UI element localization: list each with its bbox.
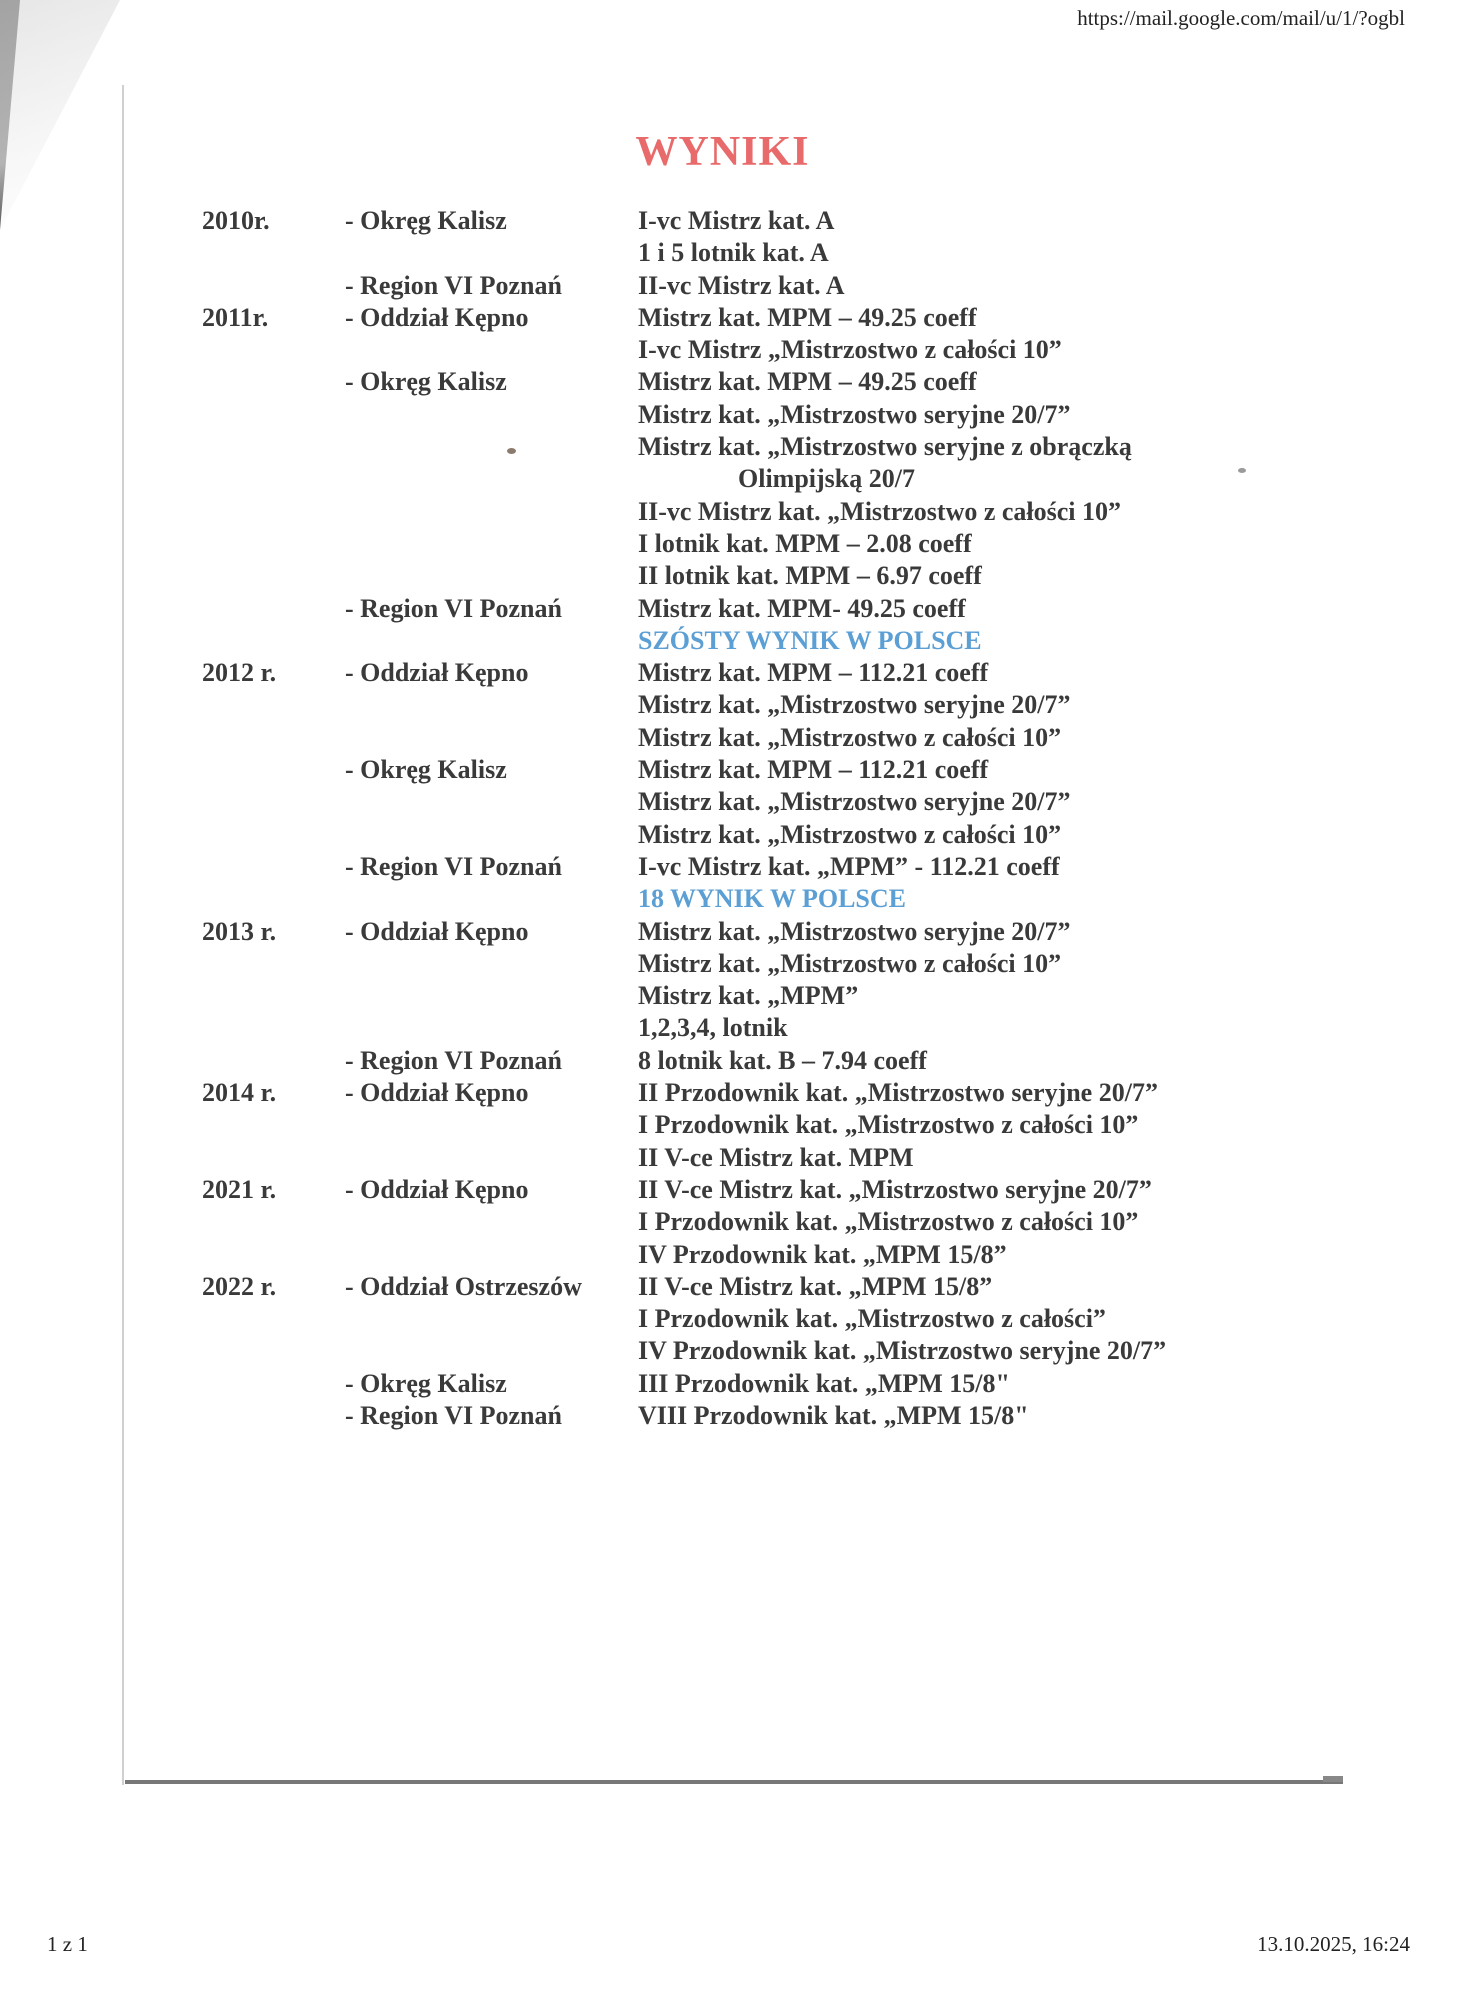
result-text: I-vc Mistrz „Mistrzostwo z całości 10”: [638, 335, 1062, 365]
result-unit: - Region VI Poznań: [345, 270, 562, 300]
result-text: I Przodownik kat. „Mistrzostwo z całości”: [638, 1304, 1106, 1334]
result-text: VIII Przodownik kat. „MPM 15/8": [638, 1400, 1029, 1430]
result-text: II lotnik kat. MPM – 6.97 coeff: [638, 561, 982, 591]
result-row: [0, 205, 1475, 237]
result-row: [0, 1045, 1475, 1077]
result-row: [0, 1368, 1475, 1400]
result-year: 2013 r.: [202, 916, 277, 946]
result-row: [0, 1239, 1475, 1271]
result-row: [0, 657, 1475, 689]
result-text: Olimpijską 20/7: [738, 464, 915, 494]
result-row: [0, 722, 1475, 754]
result-unit: - Region VI Poznań: [345, 1400, 562, 1430]
result-unit: - Oddział Ostrzeszów: [345, 1271, 582, 1301]
result-text: Mistrz kat. „Mistrzostwo seryjne 20/7”: [638, 916, 1071, 946]
result-text: IV Przodownik kat. „MPM 15/8”: [638, 1239, 1007, 1269]
document-title: WYNIKI: [635, 129, 810, 175]
result-text: I Przodownik kat. „Mistrzostwo z całości 10”: [638, 1110, 1139, 1140]
result-text: Mistrz kat. MPM- 49.25 coeff: [638, 593, 966, 623]
result-row: [0, 496, 1475, 528]
result-row: [0, 560, 1475, 592]
result-row: [0, 593, 1475, 625]
result-row: [0, 399, 1475, 431]
result-unit: - Oddział Kępno: [345, 1174, 529, 1204]
result-unit: - Region VI Poznań: [345, 1045, 562, 1075]
result-text: 8 lotnik kat. B – 7.94 coeff: [638, 1045, 927, 1075]
scan-speck: [1238, 468, 1246, 473]
scan-page-fold: [0, 0, 120, 230]
result-unit: - Okręg Kalisz: [345, 367, 507, 397]
result-text: Mistrz kat. „Mistrzostwo seryjne z obrączką: [638, 432, 1132, 462]
result-unit: - Region VI Poznań: [345, 593, 562, 623]
result-unit: - Okręg Kalisz: [345, 755, 507, 785]
result-text: II V-ce Mistrz kat. MPM: [638, 1142, 914, 1172]
result-row: [0, 1142, 1475, 1174]
result-row: [0, 819, 1475, 851]
result-text: III Przodownik kat. „MPM 15/8": [638, 1368, 1010, 1398]
result-row: [0, 270, 1475, 302]
result-text: II-vc Mistrz kat. „Mistrzostwo z całości 10”: [638, 496, 1122, 526]
result-row: [0, 334, 1475, 366]
result-row: [0, 1109, 1475, 1141]
result-unit: - Okręg Kalisz: [345, 206, 507, 235]
result-text: Mistrz kat. „Mistrzostwo z całości 10”: [638, 722, 1062, 752]
page-count: 1 z 1: [47, 1932, 88, 1956]
result-unit: - Oddział Kępno: [345, 302, 529, 332]
result-text: II-vc Mistrz kat. A: [638, 270, 845, 300]
result-year: 2022 r.: [202, 1271, 277, 1301]
result-row: [0, 237, 1475, 269]
result-text: Mistrz kat. „Mistrzostwo z całości 10”: [638, 819, 1062, 849]
result-row: [0, 625, 1475, 657]
result-year: 2011r.: [202, 302, 269, 332]
result-row: [0, 1012, 1475, 1044]
result-row: [0, 528, 1475, 560]
result-year: 2021 r.: [202, 1174, 277, 1204]
result-year: 2014 r.: [202, 1078, 277, 1108]
result-row: [0, 754, 1475, 786]
result-text: Mistrz kat. MPM – 112.21 coeff: [638, 658, 989, 688]
result-text: Mistrz kat. MPM – 112.21 coeff: [638, 755, 989, 785]
result-text: I Przodownik kat. „Mistrzostwo z całości 10”: [638, 1207, 1139, 1237]
result-unit: - Oddział Kępno: [345, 1078, 529, 1108]
result-year: 2012 r.: [202, 658, 277, 688]
result-text: I-vc Mistrz kat. „MPM” - 112.21 coeff: [638, 851, 1060, 881]
result-year: 2010r.: [202, 206, 270, 235]
result-row: [0, 883, 1475, 915]
result-text: Mistrz kat. MPM – 49.25 coeff: [638, 302, 977, 332]
print-header-url: https://mail.google.com/mail/u/1/?ogbl: [1077, 6, 1405, 30]
result-row: [0, 916, 1475, 948]
result-row: [0, 1077, 1475, 1109]
result-row: [0, 302, 1475, 334]
result-text: IV Przodownik kat. „Mistrzostwo seryjne 20/7”: [638, 1336, 1167, 1366]
result-row: [0, 980, 1475, 1012]
result-row: [0, 786, 1475, 818]
results-list: [0, 205, 1475, 1432]
result-row: [0, 1303, 1475, 1335]
result-text: Mistrz kat. „MPM”: [638, 981, 859, 1011]
result-text: I lotnik kat. MPM – 2.08 coeff: [638, 528, 972, 558]
result-text: II Przodownik kat. „Mistrzostwo seryjne 20/7”: [638, 1078, 1158, 1108]
result-text: II V-ce Mistrz kat. „MPM 15/8”: [638, 1271, 993, 1301]
result-text: Mistrz kat. „Mistrzostwo seryjne 20/7”: [638, 399, 1071, 429]
result-text: Mistrz kat. „Mistrzostwo z całości 10”: [638, 948, 1062, 978]
result-row: [0, 1335, 1475, 1367]
result-row: [0, 948, 1475, 980]
print-timestamp: 13.10.2025, 16:24: [1257, 1932, 1410, 1956]
result-row: [0, 1271, 1475, 1303]
result-row: [0, 689, 1475, 721]
result-text: 1 i 5 lotnik kat. A: [638, 238, 829, 268]
result-unit: - Okręg Kalisz: [345, 1368, 507, 1398]
result-text: Mistrz kat. „Mistrzostwo seryjne 20/7”: [638, 690, 1071, 720]
result-unit: - Oddział Kępno: [345, 916, 529, 946]
result-row: [0, 851, 1475, 883]
result-highlight: 18 WYNIK W POLSCE: [638, 884, 907, 914]
result-row: [0, 1174, 1475, 1206]
result-row: [0, 463, 1475, 495]
result-unit: - Region VI Poznań: [345, 851, 562, 881]
result-text: I-vc Mistrz kat. A: [638, 206, 835, 235]
result-highlight: SZÓSTY WYNIK W POLSCE: [638, 625, 982, 655]
document-bottom-rule: [125, 1780, 1343, 1784]
scan-speck: [507, 448, 516, 454]
result-row: [0, 1206, 1475, 1238]
result-text: Mistrz kat. „Mistrzostwo seryjne 20/7”: [638, 787, 1071, 817]
result-text: 1,2,3,4, lotnik: [638, 1013, 788, 1043]
result-row: [0, 366, 1475, 398]
result-unit: - Oddział Kępno: [345, 658, 529, 688]
result-row: [0, 431, 1475, 463]
result-text: II V-ce Mistrz kat. „Mistrzostwo seryjne 20/7”: [638, 1174, 1152, 1204]
result-text: Mistrz kat. MPM – 49.25 coeff: [638, 367, 977, 397]
result-row: [0, 1400, 1475, 1432]
